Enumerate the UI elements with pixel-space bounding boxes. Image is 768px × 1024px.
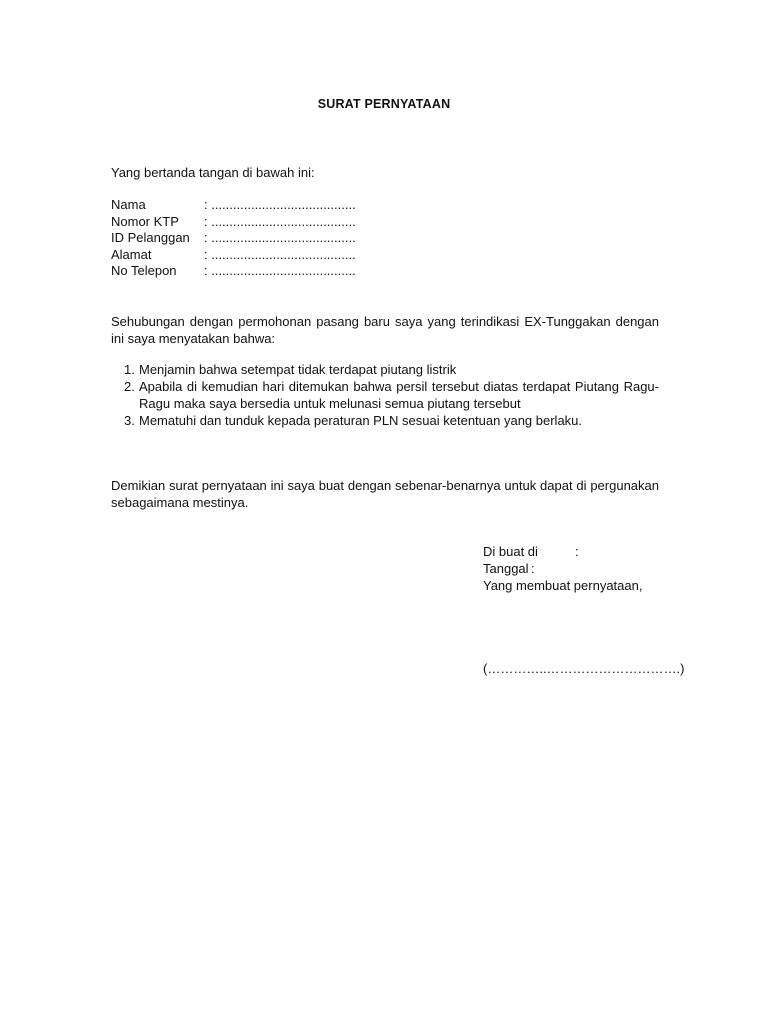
list-item-number: 2. [124,379,135,394]
field-row-nama [111,196,356,213]
list-item-number: 1. [124,362,135,377]
field-value-id-pelanggan: : ........................................ [204,230,356,245]
field-row-id-pelanggan [111,229,356,246]
field-value-alamat: : ........................................ [204,246,356,262]
field-row-nomor-ktp [111,213,356,230]
sign-place-row [483,543,642,560]
signature-block [483,543,642,594]
statement-list [111,361,659,429]
sign-maker-row [483,577,642,594]
sign-date-row [483,560,642,577]
field-label-nomor-ktp: Nomor KTP [111,213,179,229]
closing-paragraph: Demikian surat pernyataan ini saya buat dengan sebenar-benarnya untuk dapat di pergunakan sebagaimana mestinya. [111,478,659,510]
field-row-alamat [111,246,356,263]
field-label-alamat: Alamat [111,246,152,262]
list-item [111,361,659,378]
list-item-text: Menjamin bahwa setempat tidak terdapat piutang listrik [139,362,457,377]
sign-date-label: Tanggal [483,561,529,576]
list-item-text: Mematuhi dan tunduk kepada peraturan PLN sesuai ketentuan yang berlaku. [139,413,583,428]
signature-line: (…………..………………………….) [483,661,685,676]
list-item-number: 3. [124,413,135,428]
identity-fields [111,196,356,279]
document-title: SURAT PERNYATAAN [317,97,451,111]
field-label-id-pelanggan: ID Pelanggan [111,230,190,245]
list-item-text: Apabila di kemudian hari ditemukan bahwa persil tersebut diatas terdapat Piutang Ragu-Ragu maka saya bersedia untuk melunasi semua piutang tersebut [139,379,659,411]
sign-place-colon: : [575,544,579,559]
field-label-no-telepon: No Telepon [111,263,177,278]
field-value-no-telepon: : ........................................ [204,263,356,278]
intro-text: Yang bertanda tangan di bawah ini: [111,165,315,180]
sign-date-colon: : [531,561,535,576]
sign-place-label: Di buat di [483,544,538,559]
list-item [111,412,659,429]
field-row-no-telepon [111,262,356,279]
field-value-nama: : ........................................ [204,197,356,212]
list-item [111,378,659,412]
field-label-nama: Nama [111,197,146,212]
sign-maker-text: Yang membuat pernyataan, [483,578,643,593]
statement-intro-paragraph: Sehubungan dengan permohonan pasang baru saya yang terindikasi EX-Tunggakan dengan ini saya menyatakan bahwa: [111,314,659,346]
field-value-nomor-ktp: : ........................................ [204,213,356,229]
